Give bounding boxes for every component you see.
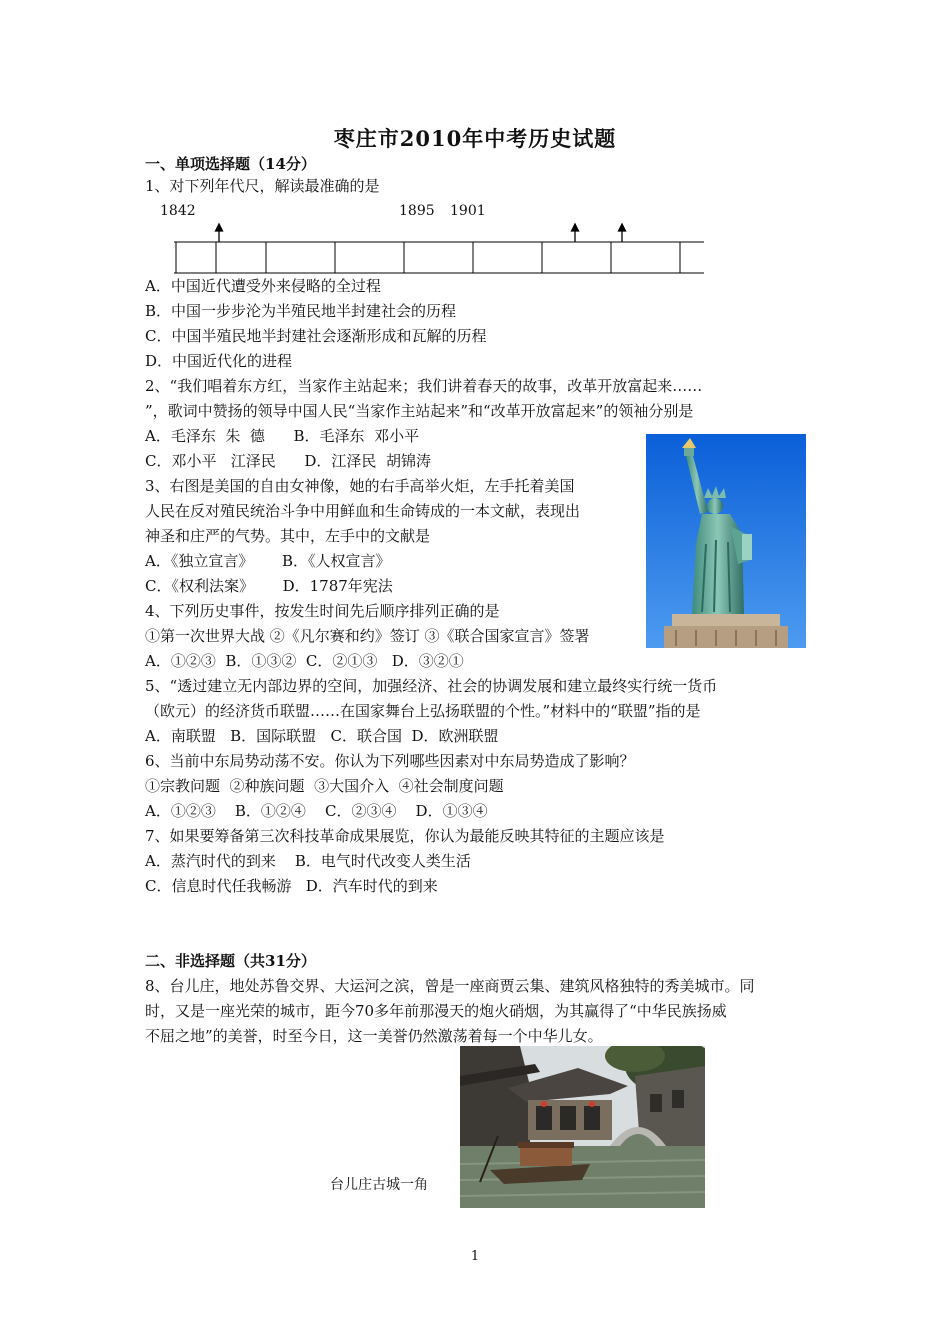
q3-options-cd: C．《权利法案》 D．1787年宪法 — [145, 577, 393, 595]
timeline-arrow-1842 — [216, 224, 223, 242]
q3-line2: 人民在反对殖民统治斗争中用鲜血和生命铸成的一本文献，表现出 — [145, 502, 581, 520]
q4-stem: 4、下列历史事件，按发生时间先后顺序排列正确的是 — [145, 602, 500, 620]
q1-stem: 1、对下列年代尺，解读最准确的是 — [145, 177, 380, 195]
q2-options-ab: A．毛泽东 朱 德 B．毛泽东 邓小平 — [145, 427, 420, 445]
q3-line1: 3、右图是美国的自由女神像，她的右手高举火炬，左手托着美国 — [145, 477, 575, 495]
q7-options-ab: A．蒸汽时代的到来 B．电气时代改变人类生活 — [145, 852, 471, 870]
taierzhuang-old-town-image — [460, 1046, 705, 1208]
q4-options: A．①②③ B．①③② C．②①③ D．③②① — [145, 652, 464, 670]
q7-stem: 7、如果要筹备第三次科技革命成果展览，你认为最能反映其特征的主题应该是 — [145, 827, 665, 845]
q6-stem: 6、当前中东局势动荡不安。你认为下列哪些因素对中东局势造成了影响？ — [145, 752, 635, 770]
q2-options-cd: C．邓小平 江泽民 D．江泽民 胡锦涛 — [145, 452, 431, 470]
q3-line3: 神圣和庄严的气势。其中，左手中的文献是 — [145, 527, 431, 545]
q8-line2: 时，又是一座光荣的城市，距今70多年前那漫天的炮火硝烟，为其赢得了“中华民族扬威 — [145, 1002, 727, 1020]
q2-line1: 2、“我们唱着东方红，当家作主站起来；我们讲着春天的故事，改革开放富起来…… — [145, 377, 703, 395]
timeline-ruler — [170, 220, 710, 278]
image-caption: 台儿庄古城一角 — [330, 1177, 428, 1193]
q5-line1: 5、“透过建立无内部边界的空间，加强经济、社会的协调发展和建立最终实行统一货币 — [145, 677, 718, 695]
q6-items: ①宗教问题 ②种族问题 ③大国介入 ④社会制度问题 — [145, 777, 504, 795]
q1-option-a: A．中国近代遭受外来侵略的全过程 — [145, 277, 381, 295]
timeline-arrow-1895 — [572, 224, 579, 242]
section1-heading: 一、单项选择题（14分） — [145, 155, 316, 173]
q5-options: A．南联盟 B．国际联盟 C．联合国 D．欧洲联盟 — [145, 727, 499, 745]
q3-options-ab: A．《独立宣言》 B．《人权宣言》 — [145, 552, 391, 570]
page-number: 1 — [470, 1249, 480, 1264]
q1-option-d: D．中国近代化的进程 — [145, 352, 293, 370]
section2-heading: 二、非选择题（共31分） — [145, 952, 316, 970]
timeline-label-1901: 1901 — [450, 203, 486, 219]
timeline-label-1895: 1895 — [399, 203, 435, 219]
q1-option-b: B．中国一步步沦为半殖民地半封建社会的历程 — [145, 302, 457, 320]
q2-line2: ”，歌词中赞扬的领导中国人民“当家作主站起来”和“改革开放富起来”的领袖分别是 — [145, 402, 694, 420]
q7-options-cd: C．信息时代任我畅游 D．汽车时代的到来 — [145, 877, 438, 895]
timeline-arrow-1901 — [619, 224, 626, 242]
q5-line2: （欧元）的经济货币联盟……在国家舞台上弘扬联盟的个性。”材料中的“联盟”指的是 — [145, 702, 701, 720]
q4-items: ①第一次世界大战 ②《凡尔赛和约》签订 ③《联合国家宣言》签署 — [145, 627, 590, 645]
page-title: 枣庄市2010年中考历史试题 — [333, 126, 617, 151]
q8-line1: 8、台儿庄，地处苏鲁交界、大运河之滨，曾是一座商贾云集、建筑风格独特的秀美城市。同 — [145, 977, 755, 995]
statue-of-liberty-image — [646, 434, 806, 648]
q8-line3: 不屈之地”的美誉，时至今日，这一美誉仍然激荡着每一个中华儿女。 — [145, 1027, 603, 1045]
timeline-label-1842: 1842 — [160, 203, 196, 219]
q1-option-c: C．中国半殖民地半封建社会逐渐形成和瓦解的历程 — [145, 327, 487, 345]
q6-options: A．①②③ B．①②④ C．②③④ D．①③④ — [145, 802, 488, 820]
